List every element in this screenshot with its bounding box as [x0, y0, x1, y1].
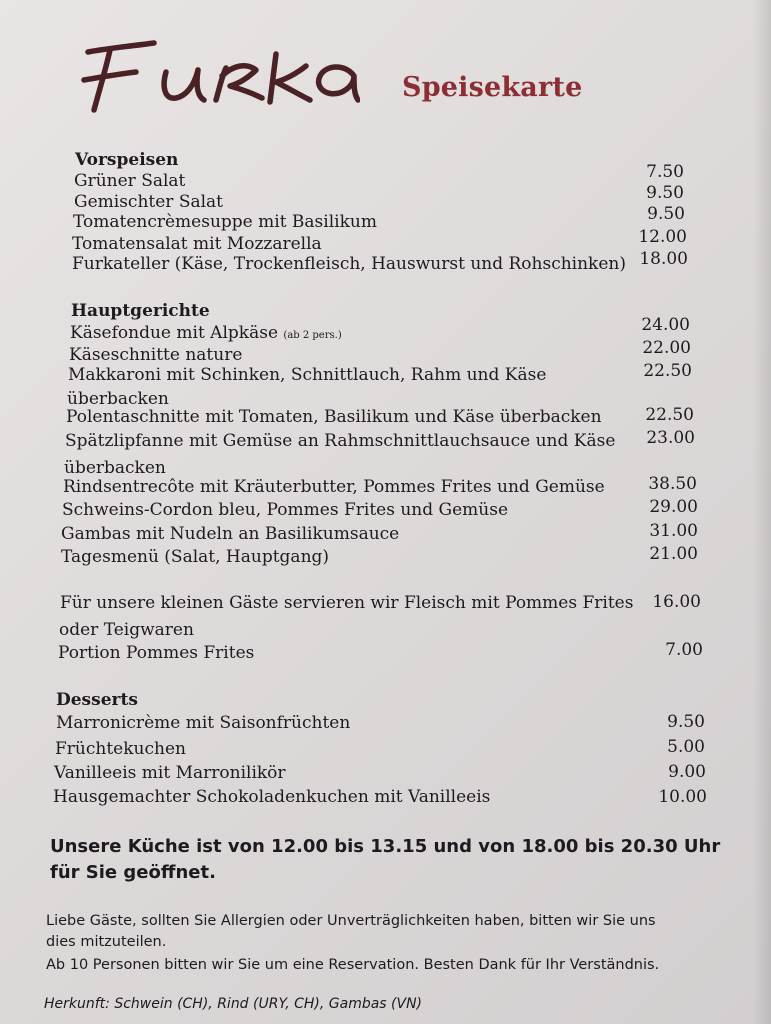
menu-item-name: Portion Pommes Frites: [58, 643, 255, 663]
menu-item-price: 22.00: [642, 338, 691, 358]
menu-item-name: Hausgemachter Schokoladenkuchen mit Vanilleeis: [53, 787, 491, 807]
furka-logo-graphic: [70, 30, 360, 120]
menu-item-name: Früchtekuchen: [55, 739, 186, 759]
origin-note: Herkunft: Schwein (CH), Rind (URY, CH), Gambas (VN): [44, 996, 423, 1012]
menu-item-name: Gemischter Salat: [74, 192, 223, 212]
menu-item-price: 38.50: [648, 474, 697, 494]
menu-item-price: 31.00: [649, 521, 698, 541]
menu-item-name-cont: überbacken: [64, 458, 166, 478]
menu-item-name: Käseschnitte nature: [69, 345, 243, 365]
menu-item-price: 5.00: [667, 737, 705, 757]
menu-item-note: (ab 2 pers.): [283, 330, 342, 341]
menu-item-name: Rindsentrecôte mit Kräuterbutter, Pommes Frites und Gemüse: [63, 477, 605, 497]
menu-item-price: 9.50: [646, 183, 684, 203]
menu-item-name: Tomatencrèmesuppe mit Basilikum: [73, 212, 377, 232]
menu-item-price: 23.00: [646, 428, 695, 448]
menu-item-name: Makkaroni mit Schinken, Schnittlauch, Rahm und Käse: [68, 365, 547, 385]
menu-subtitle: Speisekarte: [402, 72, 583, 103]
menu-item-price: 9.50: [667, 712, 705, 732]
menu-item-name: Schweins-Cordon bleu, Pommes Frites und Gemüse: [62, 500, 509, 520]
section-title-desserts: Desserts: [56, 690, 138, 710]
menu-item-name: [70, 323, 342, 343]
menu-item-price: 21.00: [649, 544, 698, 564]
menu-item-name: Tagesmenü (Salat, Hauptgang): [61, 547, 330, 567]
menu-item-price: 22.50: [643, 361, 692, 381]
menu-item-name: Polentaschnitte mit Tomaten, Basilikum und Käse überbacken: [66, 407, 602, 427]
menu-item-price: 9.00: [668, 762, 706, 782]
menu-item-price: 16.00: [652, 592, 701, 612]
allergy-note-line1: Liebe Gäste, sollten Sie Allergien oder Unverträglichkeiten haben, bitten wir Sie uns: [46, 913, 656, 929]
menu-item-name-cont: überbacken: [67, 389, 169, 409]
menu-item-name: Gambas mit Nudeln an Basilikumsauce: [61, 524, 400, 544]
menu-item-price: 24.00: [641, 315, 690, 335]
menu-item-price: 18.00: [639, 249, 688, 269]
menu-item-name: Für unsere kleinen Gäste servieren wir Fleisch mit Pommes Frites: [60, 593, 634, 613]
menu-item-price: 10.00: [658, 787, 707, 807]
menu-item-name: Tomatensalat mit Mozzarella: [72, 234, 322, 254]
menu-item-price: 9.50: [647, 204, 685, 224]
menu-item-price: 7.00: [665, 640, 703, 660]
menu-item-name: Marronicrème mit Saisonfrüchten: [56, 713, 351, 733]
menu-item-name: Furkateller (Käse, Trockenfleisch, Hauswurst und Rohschinken): [72, 254, 627, 274]
menu-item-name: Spätzlipfanne mit Gemüse an Rahmschnittlauchsauce und Käse: [65, 431, 616, 451]
menu-item-price: 12.00: [638, 227, 687, 247]
menu-item-name: Grüner Salat: [74, 171, 186, 191]
menu-item-name: Vanilleeis mit Marronilikör: [54, 763, 286, 783]
section-title-hauptgerichte: Hauptgerichte: [71, 301, 210, 321]
furka-logo: [70, 30, 360, 120]
allergy-note-line2: dies mitzuteilen.: [46, 934, 167, 950]
menu-item-price: 29.00: [649, 497, 698, 517]
menu-item-price: 7.50: [646, 162, 684, 182]
menu-item-name-cont: oder Teigwaren: [59, 620, 194, 640]
section-title-vorspeisen: Vorspeisen: [75, 150, 179, 170]
reservation-note: Ab 10 Personen bitten wir Sie um eine Reservation. Besten Dank für Ihr Verständnis.: [46, 957, 660, 973]
paper-edge: [753, 0, 771, 1024]
kitchen-hours: Unsere Küche ist von 12.00 bis 13.15 und von 18.00 bis 20.30 Uhr für Sie geöffnet.: [50, 836, 721, 883]
menu-item-label: Käsefondue mit Alpkäse: [70, 323, 279, 343]
menu-item-price: 22.50: [645, 405, 694, 425]
